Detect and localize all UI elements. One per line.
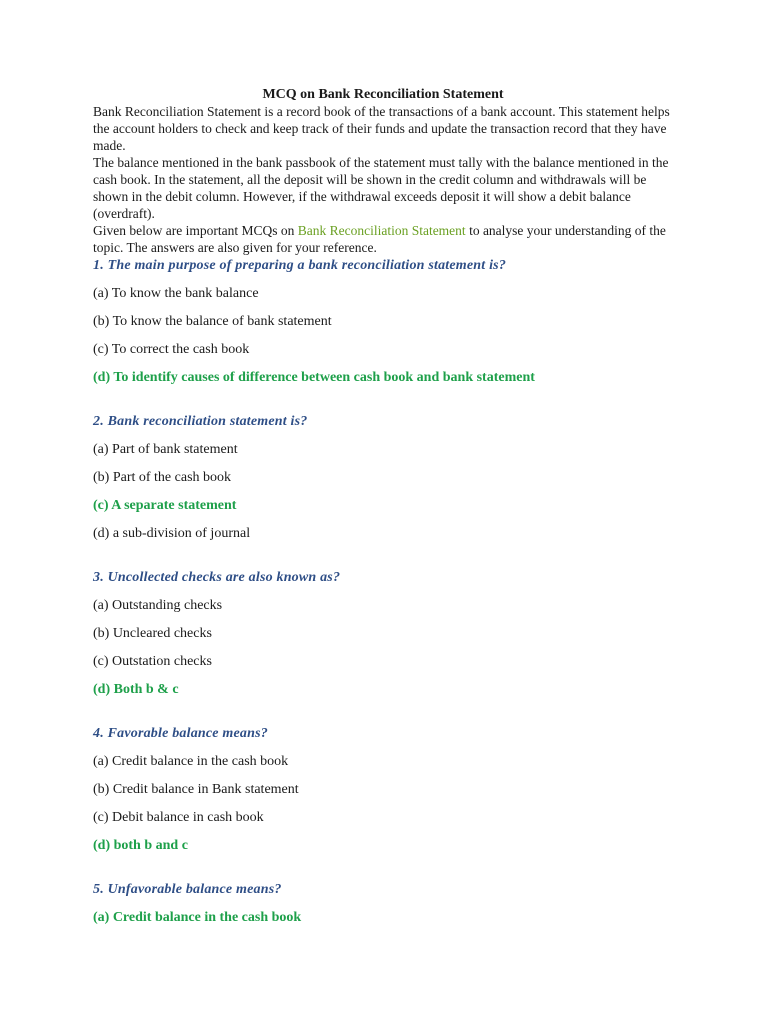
answer-option: (b) Part of the cash book (93, 470, 232, 485)
intro-paragraph-3 (93, 222, 673, 256)
answer-option: (a) Credit balance in the cash book (93, 754, 289, 769)
intro-paragraph-1: Bank Reconciliation Statement is a record book of the transactions of a bank account. This statement helps the account holders to check and keep track of their funds and update the transaction record that they have made. (93, 104, 670, 153)
given-prefix: Given below are important MCQs on (93, 223, 298, 238)
answer-option: (c) Debit balance in cash book (93, 810, 264, 825)
question-block (93, 257, 673, 386)
answer-option: (d) a sub-division of journal (93, 526, 251, 541)
correct-answer-option: (a) Credit balance in the cash book (93, 910, 302, 925)
question-block (93, 386, 673, 542)
correct-answer-option: (d) To identify causes of difference between cash book and bank statement (93, 370, 535, 385)
question-spacer (93, 542, 673, 568)
question-text: 2. Bank reconciliation statement is? (93, 414, 308, 429)
intro-paragraph-2: The balance mentioned in the bank passbook of the statement must tally with the balance mentioned in the cash book. In the statement, all the deposit will be shown in the credit column and withdrawals will be shown in the debit column. However, if the withdrawal exceeds deposit it will show a debit balance (overdraft). (93, 155, 669, 221)
document-page (93, 86, 673, 926)
question-spacer (93, 854, 673, 880)
page-title: MCQ on Bank Reconciliation Statement (262, 87, 504, 102)
question-spacer (93, 698, 673, 724)
question-text: 4. Favorable balance means? (93, 726, 268, 741)
question-list (93, 257, 673, 926)
answer-option: (a) To know the bank balance (93, 286, 259, 301)
question-block (93, 854, 673, 926)
question-text: 3. Uncollected checks are also known as? (93, 570, 341, 585)
question-block (93, 698, 673, 854)
answer-option: (a) Outstanding checks (93, 598, 223, 613)
answer-option: (c) Outstation checks (93, 654, 212, 669)
question-block (93, 542, 673, 698)
correct-answer-option: (d) both b and c (93, 838, 188, 853)
correct-answer-option: (c) A separate statement (93, 498, 237, 513)
question-text: 1. The main purpose of preparing a bank reconciliation statement is? (93, 258, 507, 273)
answer-option: (c) To correct the cash book (93, 342, 250, 357)
answer-option: (b) Credit balance in Bank statement (93, 782, 299, 797)
given-suffix: to analyse your understanding of the topic. The answers are also given for your reference. (93, 223, 666, 255)
question-text: 5. Unfavorable balance means? (93, 882, 282, 897)
question-spacer (93, 386, 673, 412)
answer-option: (a) Part of bank statement (93, 442, 238, 457)
correct-answer-option: (d) Both b & c (93, 682, 179, 697)
answer-option: (b) Uncleared checks (93, 626, 212, 641)
answer-option: (b) To know the balance of bank statement (93, 314, 332, 329)
bank-reconciliation-link[interactable]: Bank Reconciliation Statement (297, 223, 466, 238)
